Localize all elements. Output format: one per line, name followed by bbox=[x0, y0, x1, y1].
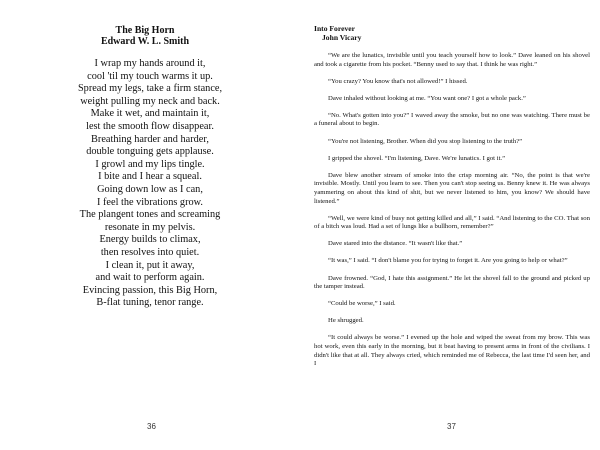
poem-line: cool 'til my touch warms it up. bbox=[87, 70, 213, 82]
story-paragraph: “You crazy? You know that's not allowed!” I hissed. bbox=[328, 77, 468, 85]
poem-body bbox=[65, 58, 235, 310]
story-title: Into Forever bbox=[314, 24, 355, 33]
story-header bbox=[314, 24, 361, 42]
story-paragraph: Dave blew another stream of smoke into the crisp morning air. “No, the point is that we're invisible. Mostly. Until you learn to see. Then you can't stop seeing us. Benny knew it. He was always yammering on about this kind of shit, but we never listened to him, you know? We should have listened.” bbox=[314, 171, 590, 205]
story-paragraph: He shrugged. bbox=[328, 317, 364, 325]
story-paragraph: “You're not listening, Brother. When did you stop listening to the truth?” bbox=[328, 137, 523, 145]
poem-line: Evincing passion, this Big Horn, bbox=[82, 284, 218, 296]
story-author: John Vicary bbox=[322, 33, 362, 42]
poem-line: I bite and I hear a squeal. bbox=[98, 171, 202, 183]
story-body bbox=[314, 52, 590, 377]
poem-header bbox=[80, 25, 210, 47]
story-paragraph: Dave inhaled without looking at me. “You want one? I got a whole pack.” bbox=[328, 94, 526, 102]
poem-line: and wait to perform again. bbox=[95, 272, 205, 284]
story-paragraph: Dave frowned. “God, I hate this assignment.” He let the shovel fall to the ground and picked up the tamper instead. bbox=[314, 274, 590, 291]
poem-line: resonate in my pelvis. bbox=[104, 221, 196, 233]
poem-line: Energy builds to climax, bbox=[99, 234, 201, 246]
poem-line: I growl and my lips tingle. bbox=[95, 158, 205, 170]
poem-line: lest the smooth flow disappear. bbox=[86, 120, 214, 132]
poem-line: Make it wet, and maintain it, bbox=[90, 108, 210, 120]
poem-line: double tonguing gets applause. bbox=[86, 146, 214, 158]
story-paragraph: “Could be worse,” I said. bbox=[328, 300, 396, 308]
story-paragraph: Dave stared into the distance. “It wasn't like that.” bbox=[328, 240, 463, 248]
page-number-left: 36 bbox=[147, 422, 156, 431]
poem-line: weight pulling my neck and back. bbox=[80, 95, 220, 107]
poem-line: Spread my legs, take a firm stance, bbox=[77, 83, 223, 95]
poem-author: Edward W. L. Smith bbox=[100, 36, 190, 47]
poem-line: Going down low as I can, bbox=[97, 183, 203, 195]
poem-line: I feel the vibrations grow. bbox=[97, 196, 203, 208]
poem-line: I clean it, put it away, bbox=[105, 259, 195, 271]
poem-line: B-flat tuning, tenor range. bbox=[96, 297, 204, 309]
poem-title: The Big Horn bbox=[115, 25, 175, 36]
story-paragraph: “It could always be worse.” I evened up the hole and wiped the sweat from my brow. This was hot work, even this early in the morning, but it beat having to present arms in front of the civilians. I didn't like that at all. They always cried, which reminded me of Rebecca, the last time I'd seen her, and I bbox=[314, 334, 590, 368]
story-paragraph: “It was,” I said. “I don't blame you for trying to forget it. Are you going to help or what?” bbox=[328, 257, 568, 265]
story-paragraph: “Well, we were kind of busy not getting killed and all,” I said. “And listening to the CO. That son of a bitch was loud. Had a set of lungs like a bullhorn, remember?” bbox=[314, 214, 590, 231]
story-paragraph: “No. What's gotten into you?” I waved away the smoke, but no one was watching. There must be a funeral about to begin. bbox=[314, 111, 590, 128]
poem-line: Breathing harder and harder, bbox=[91, 133, 209, 145]
story-paragraph: I gripped the shovel. “I'm listening, Dave. We're lunatics. I got it.” bbox=[328, 154, 506, 162]
right-page bbox=[300, 0, 600, 450]
poem-line: I wrap my hands around it, bbox=[94, 58, 206, 69]
poem-line: then resolves into quiet. bbox=[100, 246, 200, 258]
story-paragraph: “We are the lunatics, invisible until you teach yourself how to look.” Dave leaned on his shovel and took a cigarette from his pocket. “Benny used to say that. I think he was right.” bbox=[314, 52, 590, 68]
poem-line: The plangent tones and screaming bbox=[79, 209, 221, 221]
page-number-right: 37 bbox=[447, 422, 456, 431]
